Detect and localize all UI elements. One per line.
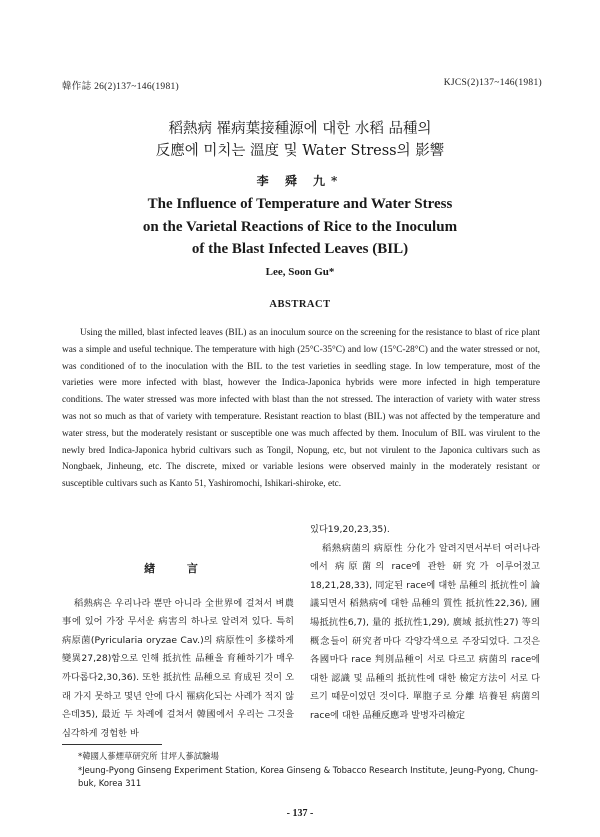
intro-paragraph-right: 稻熱病菌의 病原性 分化가 알려지면서부터 여러나라에서 病原菌의 race에 관한 研究가 이루어졌고18,21,28,33), 同定된 race에 대한 品種의 抵抗性이 論議되면서 稻熱病에 대한 品種의 質性 抵抗性22,36), 圃場抵抗性6,7), 量的 抵抗性1,29), 廣域 抵抗性27) 等의 概念들이 研究者마다 각양각색으로 주장되었다. 그것은 各國마다 race 判別品種이 서로 다르고 病菌의 race에 대한 認識 및 品種의 抵抗性에 대한 檢定方法이 서로 다르기 때문이었던 것이다. 單胞子로 分離 培養된 病菌의 race에 대한 品種反應과 발병자리檢定 [310, 542, 540, 721]
footnote-divider [62, 744, 162, 745]
intro-left-column [62, 560, 294, 743]
footnotes [78, 750, 538, 791]
english-title-line-3: of the Blast Infected Leaves (BIL) [191, 241, 409, 257]
abstract-heading: ABSTRACT [269, 299, 331, 310]
intro-continuation: 있다19,20,23,35). [310, 524, 390, 535]
english-title-line-2: on the Varietal Reactions of Rice to the Inoculum [142, 218, 458, 235]
korean-title-line-1: 稻熱病 罹病葉接種源에 대한 水稻 品種의 [168, 121, 432, 137]
abstract-text: Using the milled, blast infected leaves (BIL) as an inoculum source on the screening for the resistance to blast of rice plant was a simple and useful technique. The temperature with high (25°C-35°C) and low (15°C-28°C) and the water stressed or not, was conditioned of to the inoculation with the BIL to the test varieties in seedling stage. In low temperature, most of the varieties were more infected with blast, however the Indica-Japonica hybrids were more infected in high temperature conditions. The water stressed was more infected with blast than the not stressed. The interaction of variety with water stress was not so much as that of variety with temperature. Resistant reaction to blast (BIL) was not affected by the temperature and water stress, but the moderately resistant or susceptible one was much affected by them. Inoculum of BIL was virulent to the newly bred Indica-Japonica hybrid cultivars such as Tongil, Nopung, etc, but not virulent to the Japonica cultivars such as Nongbaek, Jinheung, etc. The discrete, mixed or variable lesions were observed mainly in the moderately resistant or susceptible cultivars such as Kanto 51, Yashiromochi, Ishikari-shiroke, etc. [62, 328, 540, 490]
introduction-heading: 緖 言 [144, 562, 212, 575]
page-number: - 137 - [286, 808, 314, 819]
english-title-line-1: The Influence of Temperature and Water Stress [147, 196, 453, 212]
english-title [0, 193, 600, 261]
korean-title-line-2: 反應에 미치는 溫度 및 Water Stress의 影響 [155, 143, 445, 159]
intro-paragraph-left: 稻熱病은 우리나라 뿐만 아니라 全世界에 걸쳐서 벼農事에 있어 가장 무서운 病害의 하나로 알려져 있다. 특히 病原菌(Pyricularia oryzae Cav.)의 病原性이 多樣하게 變異27,28)함으로 인해 抵抗性 品種을 育種하기가 매우 까다롭다2,30,36). 또한 抵抗性 品種으로 育成된 것이 오래 가지 못하고 몇년 안에 다시 罹病化되는 사례가 적지 않은데35), 最近 두 차례에 걸쳐서 韓國에서 우리는 그것을 심각하게 경험한 바 [62, 597, 294, 739]
intro-right-column [310, 521, 540, 726]
korean-title [0, 118, 600, 162]
english-author: Lee, Soon Gu* [265, 266, 335, 278]
korean-author: 李 舜 九* [256, 174, 344, 188]
journal-citation-korean: 韓作誌 26(2)137~146(1981) [62, 82, 180, 92]
footnote-english-affiliation: *Jeung-Pyong Ginseng Experiment Station, Korea Ginseng & Tobacco Research Institute, Jeung-Pyong, Chung-buk, Korea 311 [78, 764, 538, 788]
journal-citation-english: KJCS(2)137~146(1981) [443, 78, 542, 88]
footnote-korean-affiliation: *韓國人蔘煙草研究所 甘坪人蔘試驗場 [78, 751, 219, 761]
